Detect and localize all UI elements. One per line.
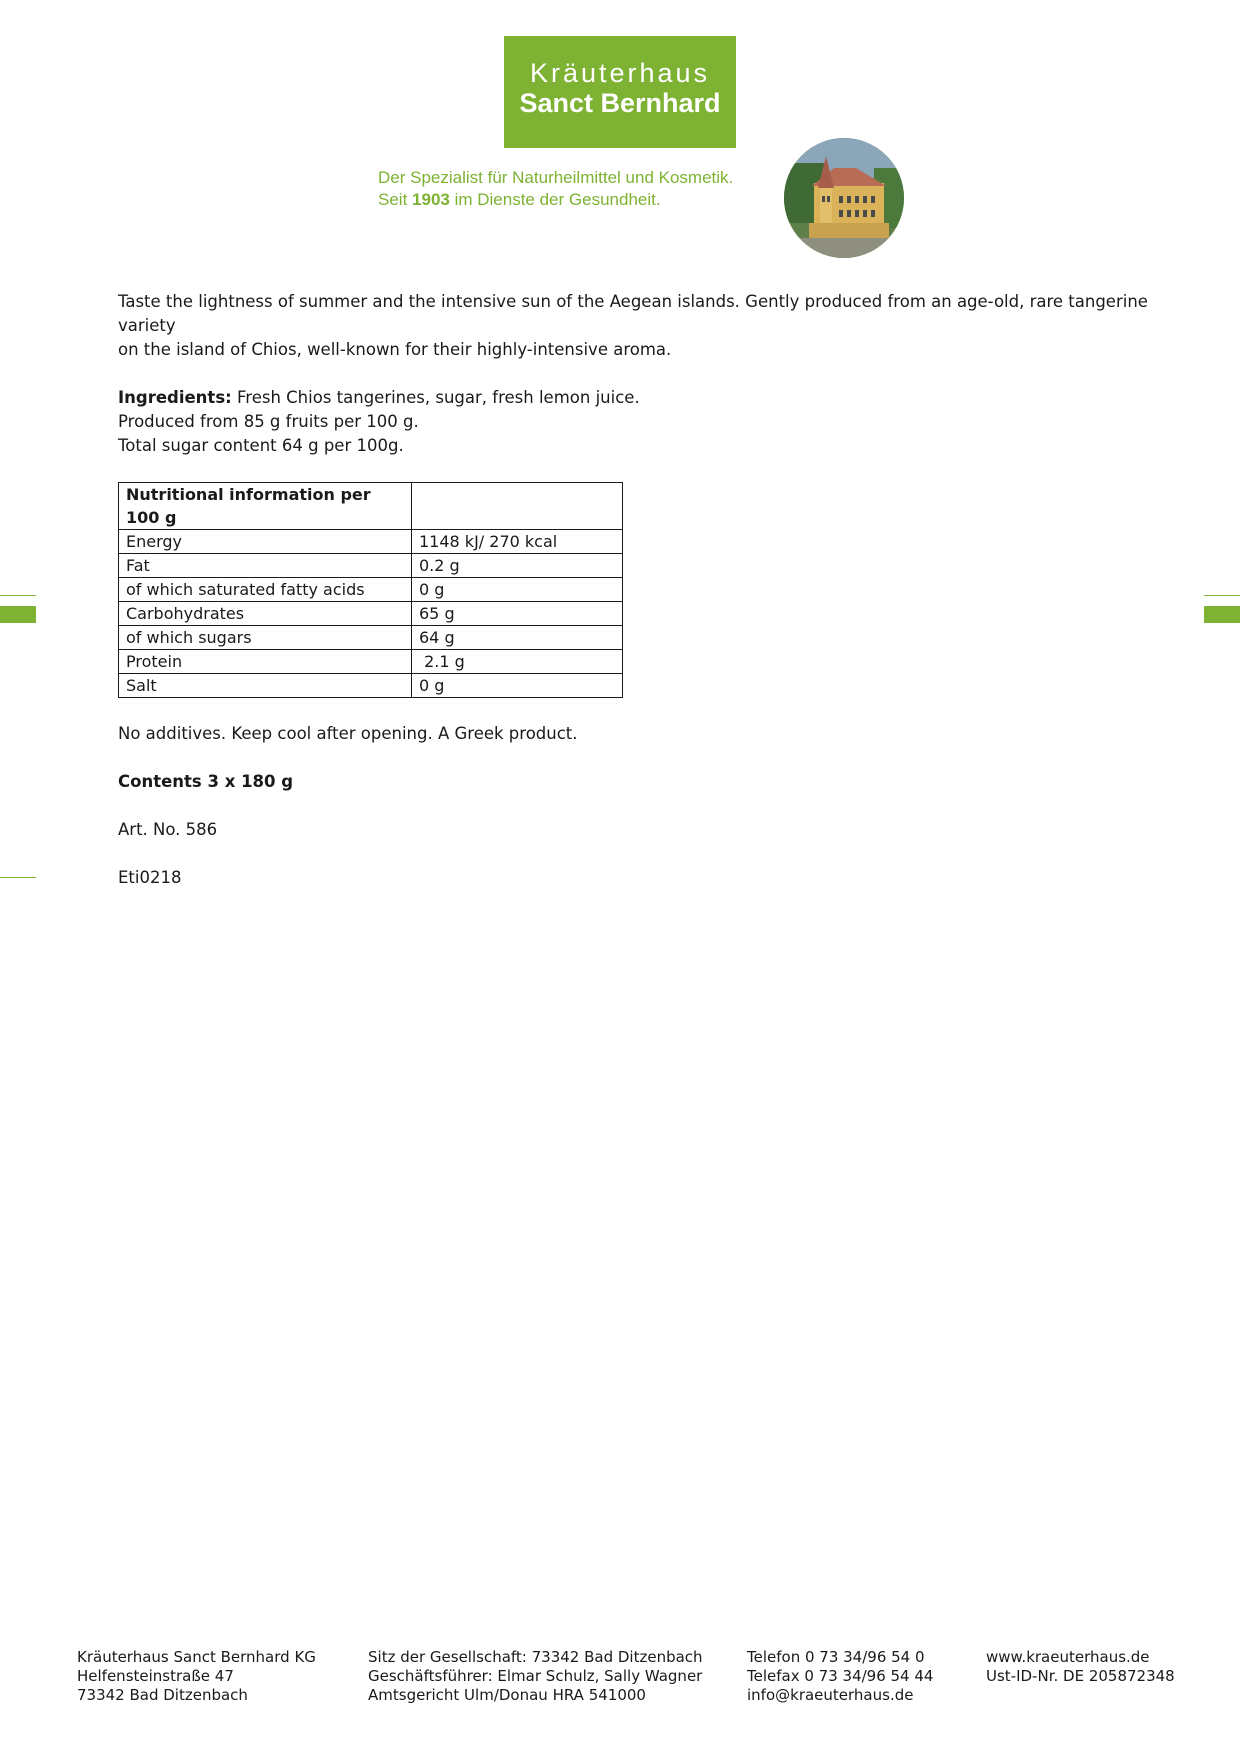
nutrient-value: 0 g <box>412 578 623 602</box>
table-row <box>119 626 623 650</box>
nutrient-label: of which sugars <box>119 626 412 650</box>
tagline <box>378 167 733 211</box>
nutrient-label: of which saturated fatty acids <box>119 578 412 602</box>
footer-fax: Telefax 0 73 34/96 54 44 <box>747 1667 934 1685</box>
ingredients-label: Ingredients: <box>118 388 232 407</box>
nutrition-table <box>118 482 623 698</box>
nutrition-header: Nutritional information per 100 g <box>119 483 412 530</box>
nutrient-value: 64 g <box>412 626 623 650</box>
table-header-row <box>119 483 623 530</box>
nutrient-value: 65 g <box>412 602 623 626</box>
nutrient-label: Carbohydrates <box>119 602 412 626</box>
nutrient-label: Energy <box>119 530 412 554</box>
footer-court: Amtsgericht Ulm/Donau HRA 541000 <box>368 1686 646 1704</box>
footer-street: Helfensteinstraße 47 <box>77 1667 234 1685</box>
footer-city: 73342 Bad Ditzenbach <box>77 1686 248 1704</box>
description-line-2: on the island of Chios, well-known for their highly-intensive aroma. <box>118 340 672 359</box>
footer-company <box>77 1648 316 1705</box>
nutrient-label: Salt <box>119 674 412 698</box>
footer-contact <box>747 1648 933 1705</box>
fold-mark-left <box>0 595 36 623</box>
footer-website[interactable]: www.kraeuterhaus.de <box>986 1648 1150 1666</box>
footer-seat: Sitz der Gesellschaft: 73342 Bad Ditzenbach <box>368 1648 703 1666</box>
contents-line: Contents 3 x 180 g <box>118 772 294 791</box>
nutrient-value: 2.1 g <box>412 650 623 674</box>
table-row <box>119 530 623 554</box>
footer-email[interactable]: info@kraeuterhaus.de <box>747 1686 914 1704</box>
nutrient-value: 0 g <box>412 674 623 698</box>
table-row <box>119 578 623 602</box>
nutrient-value: 1148 kJ/ 270 kcal <box>412 530 623 554</box>
table-row <box>119 650 623 674</box>
table-row <box>119 554 623 578</box>
tagline-line-2 <box>378 189 733 211</box>
footer-web <box>986 1648 1175 1686</box>
table-row <box>119 674 623 698</box>
table-row <box>119 602 623 626</box>
fold-mark-right <box>1204 595 1240 623</box>
sugar-content-line: Total sugar content 64 g per 100g. <box>118 436 404 455</box>
logo-line-1: Kräuterhaus <box>529 58 711 88</box>
footer-managers: Geschäftsführer: Elmar Schulz, Sally Wagner <box>368 1667 703 1685</box>
tagline-suffix: im Dienste der Gesundheit. <box>449 190 661 209</box>
fruit-content-line: Produced from 85 g fruits per 100 g. <box>118 412 419 431</box>
tagline-line-1: Der Spezialist für Naturheilmittel und Kosmetik. <box>378 168 734 187</box>
nutrient-value: 0.2 g <box>412 554 623 578</box>
logo-line-2: Sanct Bernhard <box>519 88 721 118</box>
product-description <box>118 290 1178 890</box>
footer-company-name: Kräuterhaus Sanct Bernhard KG <box>77 1648 316 1666</box>
nutrient-label: Protein <box>119 650 412 674</box>
building-photo <box>784 138 904 258</box>
nutrient-label: Fat <box>119 554 412 578</box>
nutrition-header-value <box>412 483 623 530</box>
product-notes: No additives. Keep cool after opening. A Greek product. <box>118 724 578 743</box>
ingredients-text: Fresh Chios tangerines, sugar, fresh lemon juice. <box>231 388 640 407</box>
description-line-1: Taste the lightness of summer and the intensive sun of the Aegean islands. Gently produced from an age-old, rare tangerine variety <box>118 292 1148 335</box>
company-logo <box>504 36 736 148</box>
article-number: Art. No. 586 <box>118 820 218 839</box>
punch-mark-left <box>0 877 36 878</box>
label-code: Eti0218 <box>118 868 182 887</box>
footer-phone: Telefon 0 73 34/96 54 0 <box>747 1648 925 1666</box>
footer-legal <box>368 1648 703 1705</box>
ingredients-line <box>118 386 1178 410</box>
tagline-prefix: Seit <box>378 190 413 209</box>
footer-vat-id: Ust-ID-Nr. DE 205872348 <box>986 1667 1175 1685</box>
tagline-year: 1903 <box>412 190 450 209</box>
